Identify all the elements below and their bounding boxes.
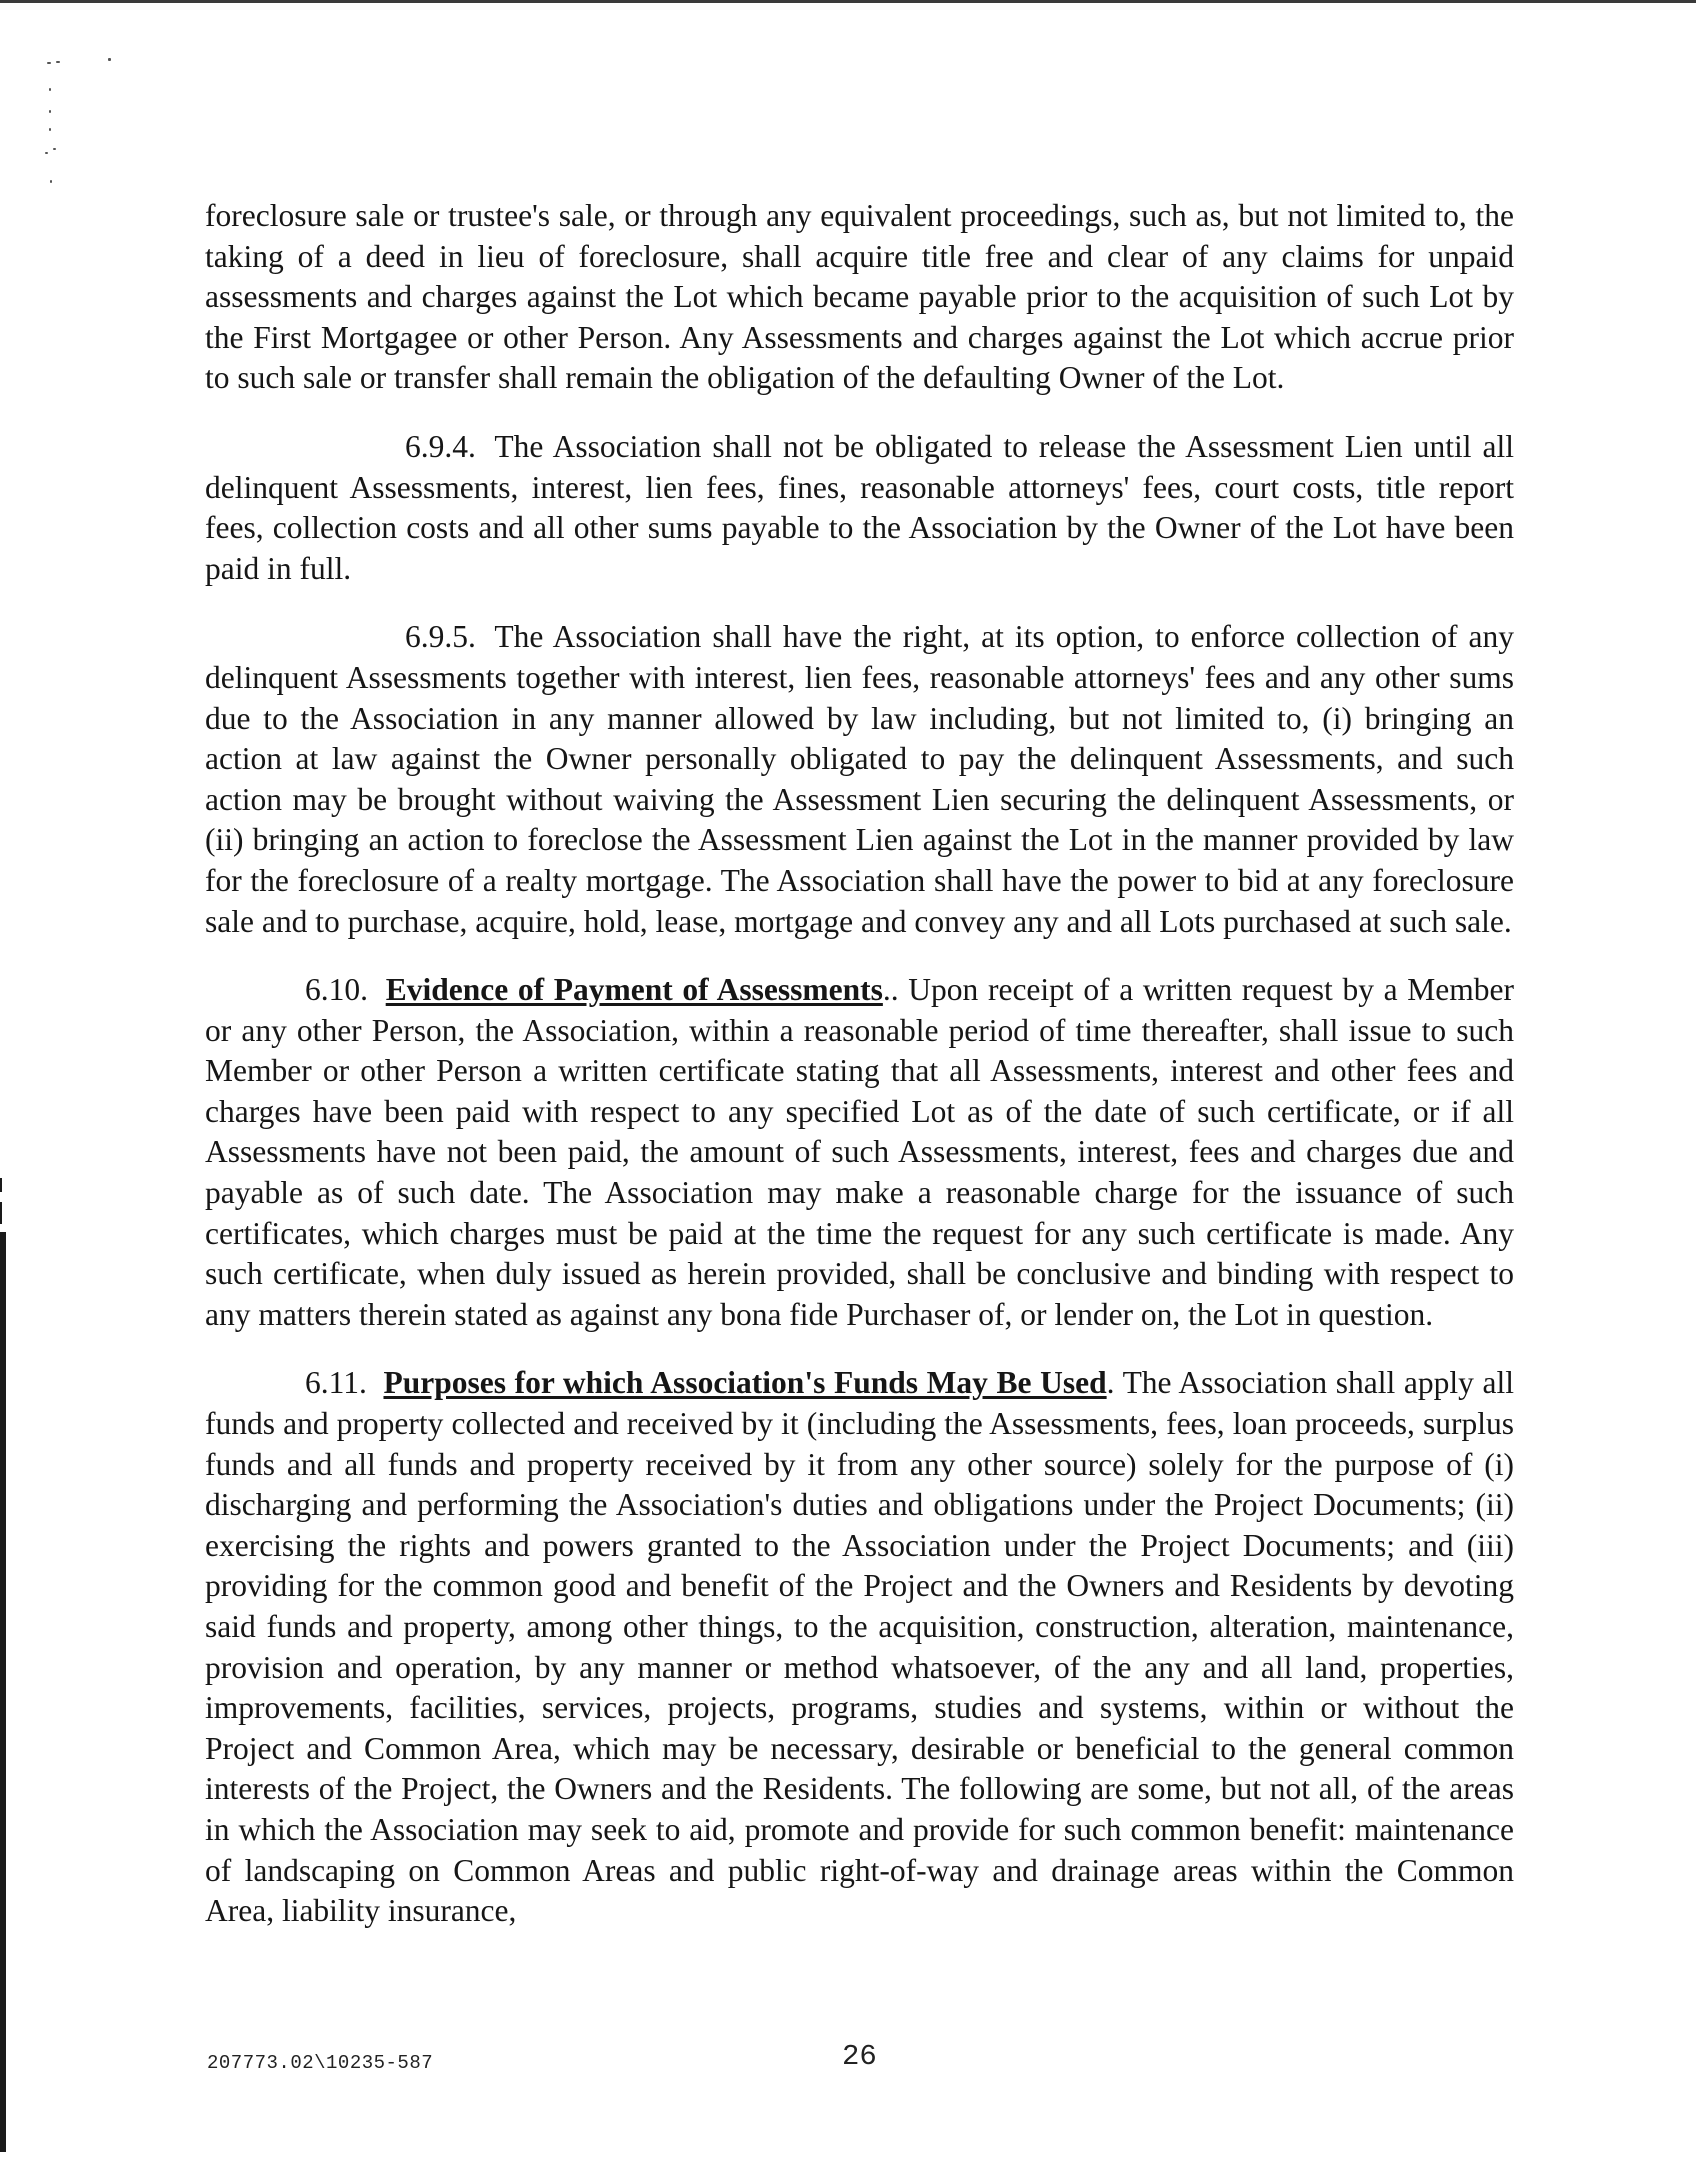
scan-speck: [47, 62, 51, 64]
section-number: 6.11.: [305, 1365, 367, 1401]
heading-punctuation: .: [1106, 1365, 1115, 1401]
section-number: 6.9.4.: [405, 428, 476, 464]
document-body: [205, 196, 1514, 1960]
scan-speck: [49, 128, 51, 131]
scan-speck: [49, 110, 51, 113]
scan-speck: [53, 148, 56, 150]
section-heading: Evidence of Payment of Assessments: [385, 972, 883, 1008]
scan-speck: [49, 88, 51, 91]
section-heading: Purposes for which Association's Funds May Be Used: [383, 1365, 1107, 1401]
section-6-9-5: [205, 617, 1514, 942]
scan-speck: [56, 61, 60, 63]
section-text: The Association shall have the right, at its option, to enforce collection of any delinquent Assessments together with interest, lien fees, reasonable attorneys' fees and any other sums due to the Association in any manner allowed by law including, but not limited to, (i) bringing an action at law against the Owner personally obligated to pay the delinquent Assessments, and such action may be brought without waiving the Assessment Lien securing the delinquent Assessments, or (ii) bringing an action to foreclose the Assessment Lien against the Lot in the manner provided by law for the foreclosure of a realty mortgage. The Association shall have the power to bid at any foreclosure sale and to purchase, acquire, hold, lease, mortgage and convey any and all Lots purchased at such sale.: [205, 619, 1514, 939]
section-text: The Association shall not be obligated to release the Assessment Lien until all delinquent Assessments, interest, lien fees, fines, reasonable attorneys' fees, court costs, title report fees, collection costs and all other sums payable to the Association by the Owner of the Lot have been paid in full.: [205, 428, 1514, 586]
section-number: 6.10.: [305, 972, 368, 1008]
page-number: 26: [842, 2040, 877, 2073]
scan-edge-bar: [0, 1232, 6, 2152]
heading-punctuation: ..: [882, 972, 899, 1008]
section-6-9-4: [205, 427, 1514, 589]
section-number: 6.9.5.: [405, 619, 476, 655]
section-6-10: [205, 970, 1514, 1335]
document-code: 207773.02\10235-587: [207, 2052, 434, 2074]
section-6-11: [205, 1363, 1514, 1931]
scan-edge-mark: [0, 1178, 2, 1192]
scan-speck: [50, 180, 52, 183]
scan-top-border: [0, 0, 1696, 3]
scan-edge-mark: [0, 1202, 2, 1224]
section-text: The Association shall apply all funds and property collected and received by it (including the Assessments, fees, loan proceeds, surplus funds and all funds and property received by it from any other source) solely for the purpose of (i) discharging and performing the Association's duties and obligations under the Project Documents; (ii) exercising the rights and powers granted to the Association under the Project Documents; and (iii) providing for the common good and benefit of the Project and the Owners and Residents by devoting said funds and property, among other things, to the acquisition, construction, alteration, maintenance, provision and operation, by any manner or method whatsoever, of the any and all land, properties, improvements, facilities, services, projects, programs, studies and systems, within or without the Project and Common Area, which may be necessary, desirable or beneficial to the general common interests of the Project, the Owners and the Residents. The following are some, but not all, of the areas in which the Association may seek to aid, promote and provide for such common benefit: maintenance of landscaping on Common Areas and public right-of-way and drainage areas within the Common Area, liability insurance,: [205, 1365, 1515, 1929]
section-text: Upon receipt of a written request by a Member or any other Person, the Association, within a reasonable period of time thereafter, shall issue to such Member or other Person a written certificate stating that all Assessments, interest and other fees and charges have been paid with respect to any specified Lot as of the date of such certificate, or if all Assessments have not been paid, the amount of such Assessments, interest, fees and charges due and payable as of such date. The Association may make a reasonable charge for the issuance of such certificates, which charges must be paid at the time the request for any such certificate is made. Any such certificate, when duly issued as herein provided, shall be conclusive and binding with respect to any matters therein stated as against any bona fide Purchaser of, or lender on, the Lot in question.: [205, 972, 1515, 1332]
scan-speck: [45, 152, 48, 154]
scan-speck: [108, 58, 111, 61]
continuation-paragraph: foreclosure sale or trustee's sale, or through any equivalent proceedings, such as, but not limited to, the taking of a deed in lieu of foreclosure, shall acquire title free and clear of any claims for unpaid assessments and charges against the Lot which became payable prior to the acquisition of such Lot by the First Mortgagee or other Person. Any Assessments and charges against the Lot which accrue prior to such sale or transfer shall remain the obligation of the defaulting Owner of the Lot.: [205, 198, 1514, 396]
